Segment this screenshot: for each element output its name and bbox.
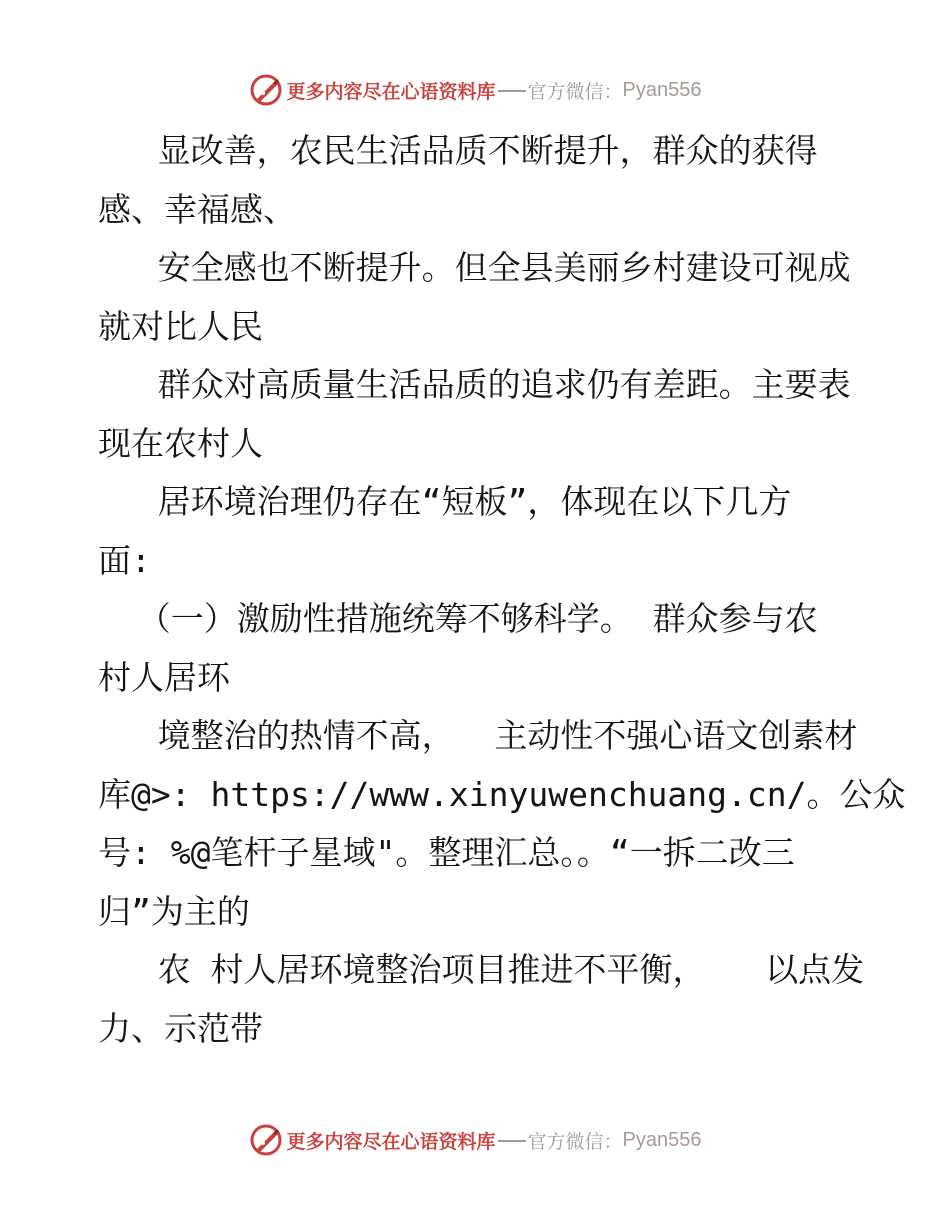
watermark-dash [498,1140,526,1142]
watermark-brand: 更多内容尽在心语资料库 [286,1130,496,1153]
text-line: 库@>: https://www.xinyuwenchuang.cn/。公众 [98,774,906,814]
pen-logo-icon [249,1123,283,1157]
text-line: 归”为主的 [98,891,250,931]
pen-logo-icon [249,73,283,107]
header-watermark [0,70,950,110]
text-line: 居环境治理仍存在“短板”，体现在以下几方 [98,482,792,521]
text-line: （一）激励性措施统筹不够科学。 群众参与农 [98,599,818,638]
watermark-id: Pyan556 [622,1128,702,1151]
text-line: 力、示范带 [98,1008,263,1048]
watermark-brand: 更多内容尽在心语资料库 [286,80,496,103]
document-body [98,122,906,1058]
watermark-id: Pyan556 [622,78,702,101]
footer-watermark [0,1120,950,1160]
text-line: 就对比人民 [98,306,263,346]
text-line: 现在农村人 [98,423,263,463]
text-line: 村人居环 [98,657,230,697]
text-line: 显改善，农民生活品质不断提升，群众的获得 [98,131,818,170]
text-line: 境整治的热情不高， 主动性不强心语文创素材 [98,716,858,755]
text-line: 号: %@笔杆子星域"。整理汇总。。“一拆二改三 [98,833,795,872]
text-line: 安全感也不断提升。但全县美丽乡村建设可视成 [98,248,851,287]
watermark-suffix: 官方微信： [527,80,623,103]
text-line: 感、幸福感、 [98,189,296,229]
text-line: 农 村人居环境整治项目推进不平衡， 以点发 [98,950,865,989]
text-line: 面: [98,540,151,580]
watermark-suffix: 官方微信： [527,1130,623,1153]
text-line: 群众对高质量生活品质的追求仍有差距。主要表 [98,365,851,404]
watermark-dash [498,90,526,92]
